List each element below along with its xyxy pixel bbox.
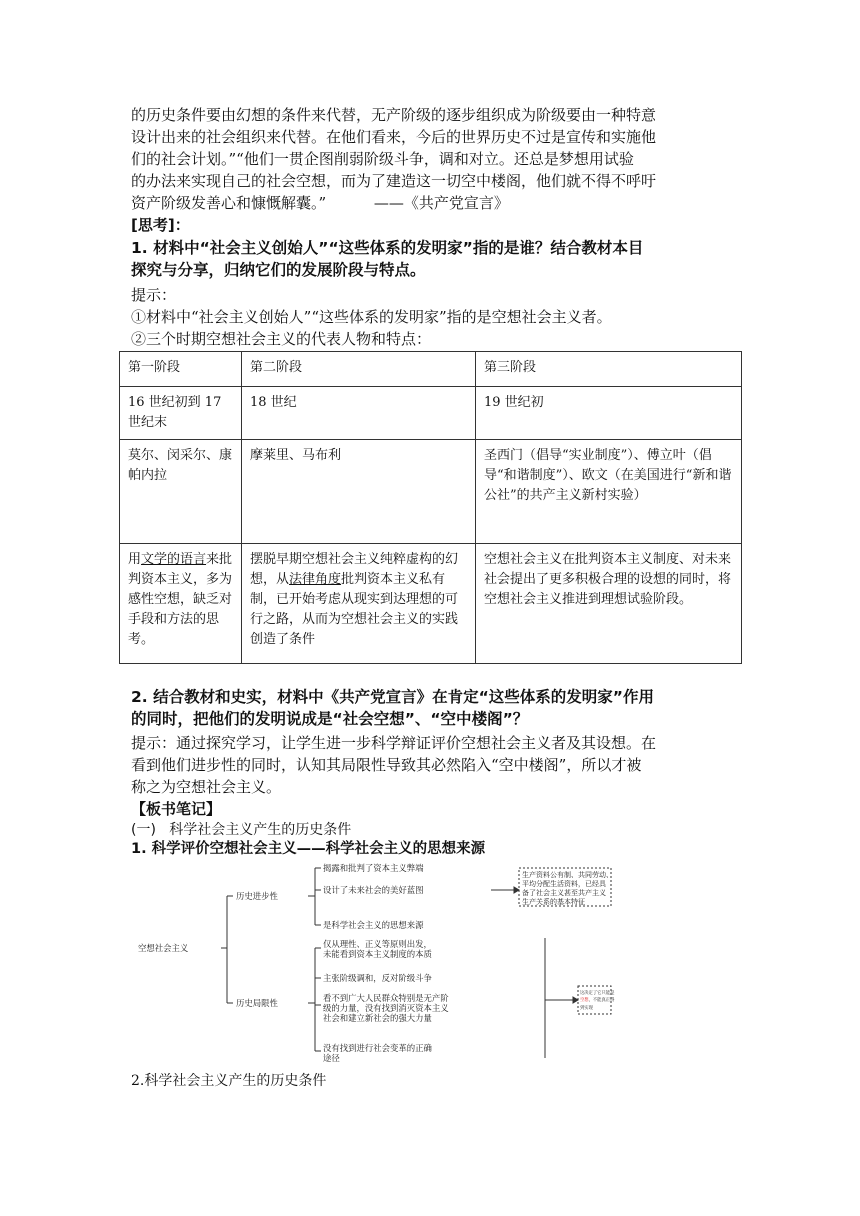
underlined-text: 文学的 — [141, 552, 181, 567]
question-1-line-2: 探究与分享，归纳它们的发展阶段与特点。 — [131, 261, 426, 279]
underlined-text: 语言 — [180, 552, 207, 567]
subsection-1-heading: 1. 科学评价空想社会主义——科学社会主义的思想来源 — [131, 841, 486, 857]
limit-item: 主张阶级调和，反对阶级斗争 — [323, 973, 432, 983]
people-stage-2: 摩莱里、马布利 — [242, 440, 476, 544]
question-2-line-2: 的同时，把他们的发明说成是“社会空想”、“空中楼阁”？ — [131, 710, 529, 728]
underlined-text: 法律角度 — [289, 572, 342, 587]
intro-line-5: 资产阶级发善心和慷慨解囊。” ——《共产党宣言》 — [131, 194, 509, 212]
section-1-heading: (一) 科学社会主义产生的历史条件 — [131, 822, 352, 838]
feature-stage-3: 空想社会主义在批判资本主义制度、对未来社会提出了更多积极合理的设想的同时，将空想社会主义推进到理想试验阶段。 — [476, 544, 742, 664]
conclusion-part: ，不能真正得 — [588, 998, 615, 1003]
blueprint-text: 生产资料公有制、共同劳动、 — [522, 871, 613, 879]
people-stage-1: 莫尔、闵采尔、康帕内拉 — [120, 440, 242, 544]
hint-2-line-3: 称之为空想社会主义。 — [131, 778, 282, 796]
header-stage-3: 第三阶段 — [476, 352, 742, 387]
conclusion-text — [580, 996, 615, 1003]
hint-2-line-1: 提示：通过探究学习，让学生进一步科学辩证评价空想社会主义者及其设想。在 — [131, 734, 657, 752]
feature-stage-2 — [242, 544, 476, 664]
feature-text: 用 — [128, 552, 142, 567]
node-progress: 历史进步性 — [236, 891, 278, 901]
blueprint-text: 备了社会主义甚至共产主义 — [522, 889, 606, 897]
table-row — [120, 387, 742, 440]
subsection-2-heading: 2.科学社会主义产生的历史条件 — [131, 1073, 327, 1089]
people-stage-3: 圣西门（倡导“实业制度”）、傅立叶（倡导“和谐制度”）、欧文（在美国进行“新和谐公社”的共产主义新村实验） — [476, 440, 742, 544]
hint-2-line-2: 看到他们进步性的同时，认知其局限性导致其必然陷入“空中楼阁”，所以才被 — [131, 756, 642, 774]
feature-text: 摆脱早期空想社会主义纯粹虚构的幻想，从 — [250, 552, 459, 587]
hint-label: 提示： — [131, 286, 177, 304]
mind-map-diagram — [133, 858, 615, 1064]
hint-1-line-1: ①材料中“社会主义创始人”“这些体系的发明家”指的是空想社会主义者。 — [131, 308, 612, 326]
limit-item: 未能看到资本主义制度的本质 — [323, 949, 432, 959]
conclusion-text — [580, 989, 615, 996]
limit-item: 看不到广大人民群众特别是无产阶 — [323, 993, 449, 1003]
feature-text: 来批判资本主义，多为感性空想，缺乏对手段和方法的思考。 — [128, 552, 233, 647]
progress-item: 揭露和批判了资本主义弊端 — [323, 863, 424, 873]
header-stage-1: 第一阶段 — [120, 352, 242, 387]
conclusion-part: 这决定了它只能是 — [580, 991, 615, 996]
limit-item: 级的力量，没有找到消灭资本主义 — [323, 1003, 449, 1013]
conclusion-highlight: 空想 — [580, 998, 589, 1003]
limit-item: 途径 — [323, 1053, 340, 1063]
feature-text: 批判资本主义私有制，已开始考虑从现实到达理想的可行之路，从而为空想社会主义的实践创造了条件 — [250, 572, 459, 647]
think-heading: [思考]： — [131, 216, 190, 234]
header-stage-2: 第二阶段 — [242, 352, 476, 387]
intro-line-1: 的历史条件要由幻想的条件来代替，无产阶级的逐步组织成为阶级要由一种特意 — [131, 106, 657, 124]
table-row — [120, 352, 742, 387]
hint-1-line-2: ②三个时期空想社会主义的代表人物和特点： — [131, 330, 432, 348]
blueprint-text: 生产关系的基本特征 — [522, 898, 585, 906]
notes-heading: 【板书笔记】 — [131, 800, 222, 818]
conclusion-text: 到实现 — [580, 1006, 593, 1011]
blueprint-text: 平均分配生活资料，已经具 — [522, 880, 606, 888]
stage-table — [119, 351, 742, 664]
table-row — [120, 440, 742, 544]
limit-item: 没有找到进行社会变革的正确 — [323, 1043, 432, 1053]
intro-line-3: 们的社会计划。”“他们一贯企图削弱阶级斗争，调和对立。还总是梦想用试验 — [131, 150, 634, 168]
node-root: 空想社会主义 — [138, 943, 189, 953]
question-1-line-1: 1. 材料中“社会主义创始人”“这些体系的发明家”指的是谁？结合教材本目 — [131, 239, 644, 257]
progress-item: 设计了未来社会的美好蓝图 — [323, 885, 424, 895]
limit-item: 仅从理性、正义等原则出发， — [323, 939, 432, 949]
progress-item: 是科学社会主义的思想来源 — [323, 920, 424, 930]
intro-line-2: 设计出来的社会组织来代替。在他们看来，今后的世界历史不过是宣传和实施他 — [131, 128, 657, 146]
feature-stage-1 — [120, 544, 242, 664]
period-stage-1: 16 世纪初到 17 世纪末 — [120, 387, 242, 440]
table-row — [120, 544, 742, 664]
limit-item: 社会和建立新社会的强大力量 — [323, 1013, 432, 1023]
period-stage-3: 19 世纪初 — [476, 387, 742, 440]
question-2-line-1: 2. 结合教材和史实，材料中《共产党宣言》在肯定“这些体系的发明家”作用 — [131, 688, 654, 706]
intro-line-4: 的办法来实现自己的社会空想，而为了建造这一切空中楼阁，他们就不得不呼吁 — [131, 172, 657, 190]
period-stage-2: 18 世纪 — [242, 387, 476, 440]
node-limitation: 历史局限性 — [236, 998, 278, 1008]
